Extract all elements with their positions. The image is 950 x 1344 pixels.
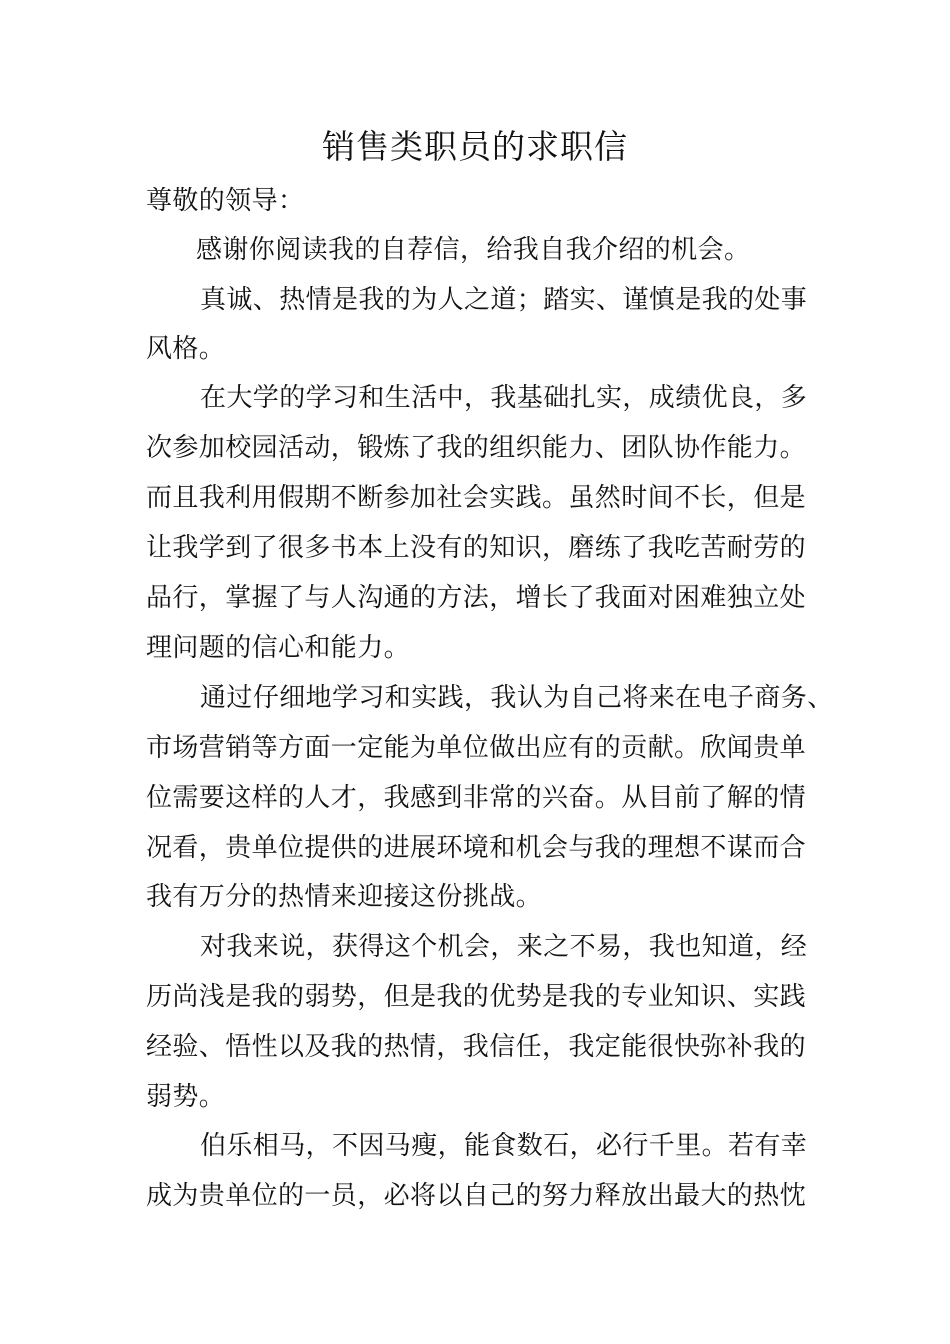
body-line: 成为贵单位的一员，必将以自己的努力释放出最大的热忱 bbox=[146, 1181, 807, 1211]
document-title: 销售类职员的求职信 bbox=[322, 127, 628, 166]
body-line: 次参加校园活动，锻炼了我的组织能力、团队协作能力。 bbox=[146, 433, 807, 463]
body-line: 经验、悟性以及我的热情，我信任，我定能很快弥补我的 bbox=[146, 1032, 807, 1062]
body-line: 况看，贵单位提供的进展环境和机会与我的理想不谋而合 bbox=[146, 833, 807, 863]
body-line: 真诚、热情是我的为人之道；踏实、谨慎是我的处事 bbox=[200, 285, 808, 315]
body-line: 风格。 bbox=[146, 334, 226, 364]
body-line: 位需要这样的人才，我感到非常的兴奋。从目前了解的情 bbox=[146, 783, 807, 813]
body-line: 我有万分的热情来迎接这份挑战。 bbox=[146, 882, 543, 912]
body-line: 通过仔细地学习和实践，我认为自己将来在电子商务、 bbox=[200, 683, 834, 713]
body-line: 市场营销等方面一定能为单位做出应有的贡献。欣闻贵单 bbox=[146, 733, 807, 763]
body-line: 而且我利用假期不断参加社会实践。虽然时间不长，但是 bbox=[146, 483, 807, 513]
body-line: 品行，掌握了与人沟通的方法，增长了我面对困难独立处 bbox=[146, 583, 807, 613]
body-line: 让我学到了很多书本上没有的知识，磨练了我吃苦耐劳的 bbox=[146, 533, 807, 563]
body-line: 感谢你阅读我的自荐信，给我自我介绍的机会。 bbox=[196, 235, 751, 265]
body-line: 在大学的学习和生活中，我基础扎实，成绩优良，多 bbox=[200, 383, 808, 413]
body-line: 理问题的信心和能力。 bbox=[146, 633, 411, 663]
body-line: 对我来说，获得这个机会，来之不易，我也知道，经 bbox=[200, 932, 808, 962]
body-line: 弱势。 bbox=[146, 1082, 226, 1112]
body-line: 伯乐相马，不因马瘦，能食数石，必行千里。若有幸 bbox=[200, 1131, 808, 1161]
body-line: 历尚浅是我的弱势，但是我的优势是我的专业知识、实践 bbox=[146, 982, 807, 1012]
salutation: 尊敬的领导： bbox=[146, 186, 305, 216]
